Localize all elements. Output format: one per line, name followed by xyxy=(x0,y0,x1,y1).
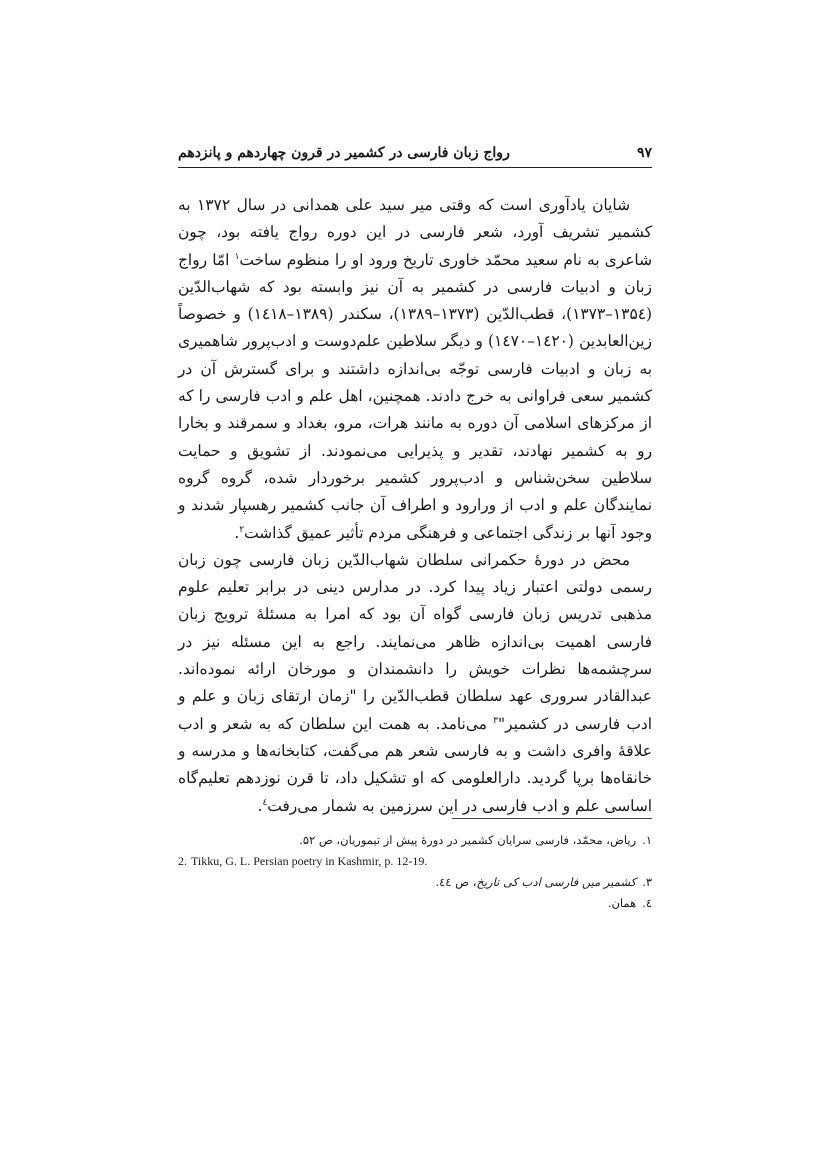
paragraph-1-text-b: امّا رواج زبان و ادبیات فارسی در کشمیر به آن نیز وابسته بود که شهاب‌الدّین (۱۳۵٤–۱۳۷۳)، قطب‌الدّین (۱۳۷۳–۱۳۸۹)، سکندر (۱۳۸۹–۱٤۱۸) و خصوصاً زین‌العابدین (۱٤۲۰–۱٤۷۰) و دیگر سلاطین علم‌دوست و ادب‌پرور شاهمیری به زبان و ادبیات فارسی توجّه بی‌اندازه داشتند و برای گسترش آن در کشمیر سعی فراوانی به خرج دادند. همچنین، اهل علم و ادب فارسی را که از مرکزهای اسلامی آن دوره به مانند هرات، مرو، بغداد و سمرقند و بخارا رو به کشمیر نهادند، تقدیر و پذیرایی می‌نمودند. از تشویق و حمایت سلاطین سخن‌شناس و ادب‌پرور کشمیر برخوردار شده، گروه گروه نمایندگان علم و ادب از ورارود و اطراف آن جانب کشمیر رهسپار شدند و وجود آنها بر زندگی اجتماعی و فرهنگی مردم تأثیر عمیق گذاشت xyxy=(178,250,652,542)
footnote-ref-2: ۲ xyxy=(239,524,245,535)
paragraph-1-text-c: . xyxy=(234,523,240,542)
paragraph-2-text-b: می‌نامد. به همت این سلطان که به شعر و ادب علاقهٔ وافری داشت و به فارسی شعر هم می‌گفت، کتابخانه‌ها و مدرسه و خانقاه‌ها برپا گردید. دارالعلومی که او تشکیل داد، تا قرن نوزدهم تعلیم‌گاه اساسی علم و ادب فارسی در این سرزمین به شمار می‌رفت xyxy=(178,714,652,815)
footnotes xyxy=(178,830,652,914)
body-text xyxy=(178,192,652,820)
paragraph-2-text-c: . xyxy=(257,796,263,815)
running-header xyxy=(178,143,652,168)
footnote-ref-1: ۱ xyxy=(234,251,240,262)
footnote-2-text: Tikku, G. L. Persian poetry in Kashmir, p. 12-19. xyxy=(191,854,428,868)
paragraph-2-text-a: محض در دورهٔ حکمرانی سلطان شهاب‌الدّین زبان فارسی چون زبان رسمی دولتی اعتبار زیاد پیدا کرد. در مدارس دینی در برابر تعلیم علوم مذهبی تدریس زبان فارسی گواه آن بود که امرا به مسئلهٔ ترویج زبان فارسی اهمیت بی‌اندازه ظاهر می‌نمایند. راجع به این مسئله نیز در سرچشمه‌ها نظرات خویش را دانشمندان و مورخان ارائه نموده‌اند. عبدالقادر سروری عهد سلطان قطب‌الدّین را "زمان ارتقای زبان و علم و ادب فارسی در کشمیر" xyxy=(178,550,652,733)
footnote-1-text: ریاض، محمّد، فارسی سرایان کشمیر در دورهٔ پیش از تیموریان، ص ۵۲. xyxy=(299,833,637,847)
footnote-1 xyxy=(178,830,652,851)
paragraph-2 xyxy=(178,547,652,820)
footnote-1-number: ۱. xyxy=(642,833,652,847)
footnote-ref-3: ۳ xyxy=(493,715,498,726)
page-number: ۹۷ xyxy=(636,145,652,161)
running-title: رواج زبان فارسی در کشمیر در قرون چهاردهم و پانزدهم xyxy=(178,145,510,161)
footnote-2 xyxy=(178,851,652,872)
footnote-2-number: 2. xyxy=(178,854,187,868)
footnote-4-text: همان. xyxy=(607,896,637,910)
footnote-3 xyxy=(178,872,652,893)
footnote-separator xyxy=(452,818,652,819)
footnote-3-number: ۳. xyxy=(642,875,652,889)
footnote-3-tail: ، ص ٤٤. xyxy=(435,875,477,889)
paragraph-1 xyxy=(178,192,652,547)
paragraph-1-text-a: شایان یادآوری است که وقتی میر سید علی همدانی در سال ۱۳۷۲ به کشمیر تشریف آورد، شعر فارسی در این دوره رواج یافته بود، چون شاعری به نام سعید محمّد خاوری تاریخ ورود او را منظوم ساخت xyxy=(178,196,652,269)
footnote-4-number: ٤. xyxy=(642,896,652,910)
footnote-3-title: کشمیر میں فارسی ادب کی تاریخ xyxy=(476,875,637,889)
footnote-4 xyxy=(178,893,652,914)
footnote-ref-4: ٤ xyxy=(262,797,268,808)
